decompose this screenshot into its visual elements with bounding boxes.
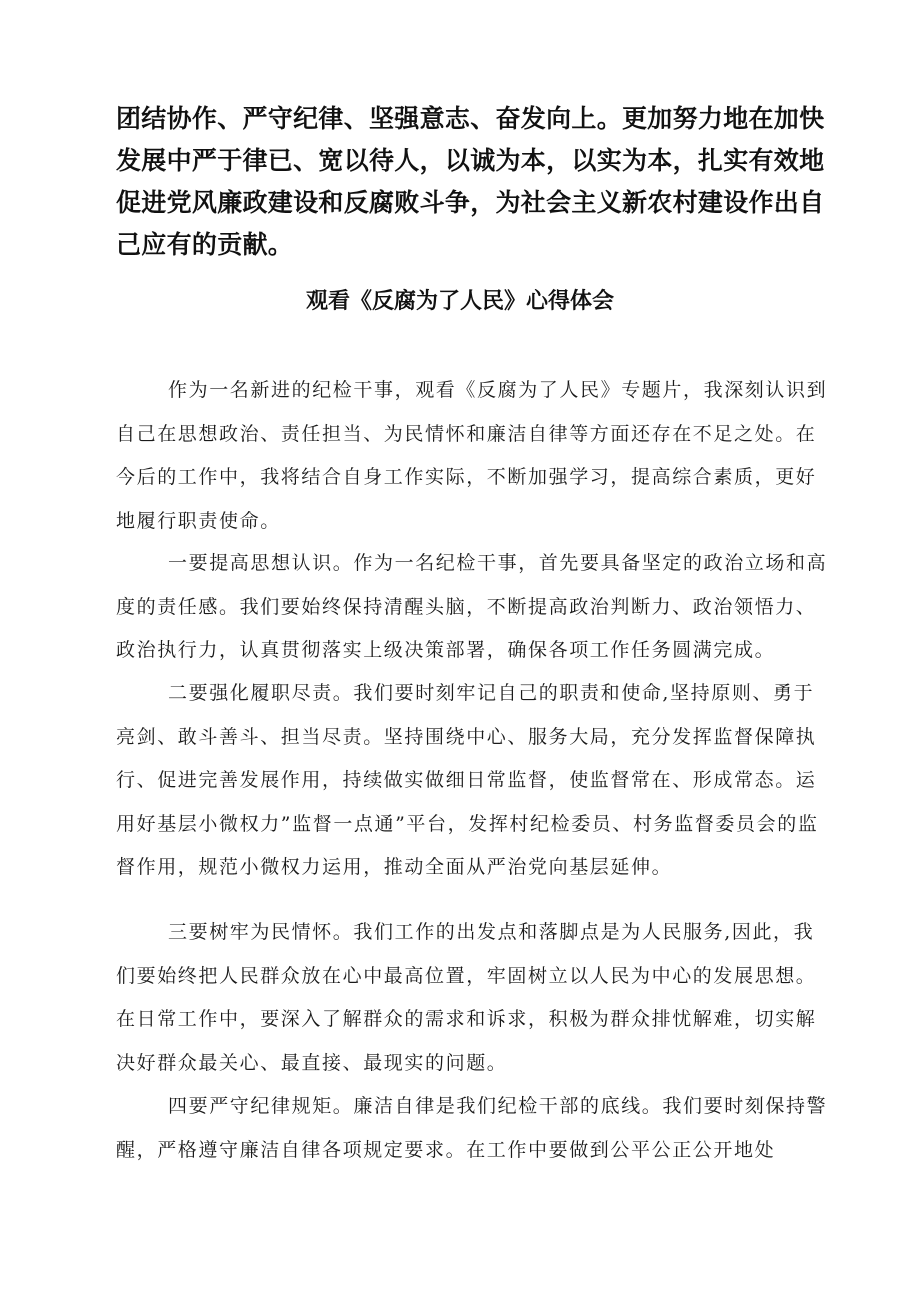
intro-paragraph: 团结协作、严守纪律、坚强意志、奋发向上。更加努力地在加快发展中严于律已、宽以待人，以诚为本，以实为本，扎实有效地促进党风廉政建设和反腐败斗争，为社会主义新农村建设作出自己应有的贡献。 [116,104,825,259]
body-paragraph: 二要强化履职尽责。我们要时刻牢记自己的职责和使命,坚持原则、勇于亮剑、敢斗善斗、担当尽责。坚持围绕中心、服务大局，充分发挥监督保障执行、促进完善发展作用，持续做实做细日常监督，使监督常在、形成常态。运用好基层小微权力”监督一点通”平台，发挥村纪检委员、村务监督委员会的监督作用，规范小微权力运用，推动全面从严治党向基层延伸。 [116,682,819,878]
body-paragraph: 一要提高思想认识。作为一名纪检干事，首先要具备坚定的政治立场和高度的责任感。我们要始终保持清醒头脑，不断提高政治判断力、政治领悟力、政治执行力，认真贯彻落实上级决策部署，确保各项工作任务圆满完成。 [116,552,828,661]
article-title: 观看《反腐为了人民》心得体会 [305,289,614,314]
body-paragraph: 四要严守纪律规矩。廉洁自律是我们纪检干部的底线。我们要时刻保持警醒，严格遵守廉洁自律各项规定要求。在工作中要做到公平公正公开地处 [116,1095,828,1161]
body-paragraph: 三要树牢为民情怀。我们工作的出发点和落脚点是为人民服务,因此，我们要始终把人民群众放在心中最高位置，牢固树立以人民为中心的发展思想。在日常工作中，要深入了解群众的需求和诉求，积极为群众排忧解难，切实解决好群众最关心、最直接、最现实的问题。 [116,921,817,1074]
body-paragraph: 作为一名新进的纪检干事，观看《反腐为了人民》专题片，我深刻认识到自己在思想政治、责任担当、为民情怀和廉洁自律等方面还存在不足之处。在今后的工作中，我将结合自身工作实际，不断加强学习，提高综合素质，更好地履行职责使命。 [116,379,828,532]
